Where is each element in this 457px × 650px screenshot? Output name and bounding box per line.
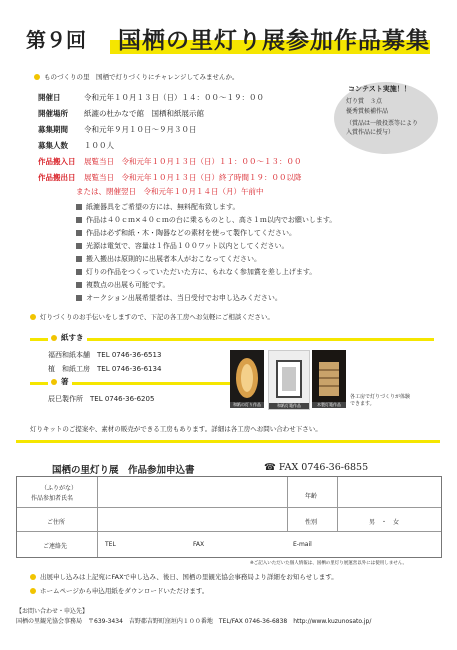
- fax-label: FAX: [193, 541, 205, 548]
- sponsor-intro: 灯りづくりのお手伝いをしますので、下記の各工房へお気軽にご相談ください。: [30, 312, 274, 321]
- info-row-period: [38, 124, 197, 135]
- lantern-icon: [269, 351, 309, 409]
- lamp-photo: [312, 350, 346, 408]
- paper-lamp-icon: [230, 350, 264, 408]
- lamp-photo: [268, 350, 310, 410]
- bullet-icon: [51, 379, 57, 385]
- address-label: ご住所: [47, 519, 66, 526]
- info-label: 作品搬入日: [38, 157, 76, 166]
- info-row-delivery: [38, 156, 302, 167]
- address-field[interactable]: [103, 511, 283, 527]
- divider: [97, 477, 98, 557]
- photo-caption: 木製灯篭作品: [312, 402, 346, 408]
- info-label: 募集人数: [38, 141, 68, 150]
- sex-options[interactable]: 男 ・ 女: [369, 519, 400, 526]
- contest-line: 優秀賞候補作品: [346, 108, 389, 115]
- info-label: 作品搬出日: [38, 173, 76, 182]
- info-row-pickup-alt: または、閉催翌日 令和元年１０月１４日（月）午前中: [76, 187, 264, 196]
- sponsor-paper-1: 福西和紙本舗 TEL 0746-36-6513: [48, 351, 162, 359]
- sex-label: 性別: [305, 519, 318, 526]
- info-value: 紙漉の杜かなで館 国栖和紙展示館: [84, 109, 204, 118]
- photo-note: 各工房で灯りづくりが体験できます。: [350, 394, 411, 407]
- wood-lantern-icon: [312, 350, 346, 408]
- age-label: 年齢: [305, 493, 318, 500]
- bullet-icon: [34, 74, 40, 80]
- note-item: 光源は電気で、容量は１作品１００ワット以内としてください。: [76, 241, 289, 251]
- bottom-note: 出展申し込みは上記宛にFAXで申し込み、後日、国栖の里観光協会事務局より詳細をお知らせします。: [30, 572, 338, 581]
- info-value: 展覧当日 令和元年１０月１３日（日）終了時間１９：００以降: [84, 173, 302, 182]
- info-value: １００人: [84, 141, 114, 150]
- form-title: 国栖の里灯り展 作品参加申込書: [52, 465, 195, 476]
- contest-line: 灯り賞 ３点: [346, 98, 383, 105]
- age-field[interactable]: [343, 485, 435, 503]
- info-row-pickup: [38, 172, 302, 183]
- footer-contact: 国栖の里観光協会事務局 〒639-3434 吉野郡吉野町窪垣内１００番地 TEL/FAX 0746-36-6838 http://www.kuzunosato.jp/: [16, 618, 372, 625]
- divider: [17, 507, 441, 508]
- bullet-icon: [76, 217, 82, 223]
- bottom-note: ホームページから申込用紙をダウンロードいただけます。: [30, 586, 208, 595]
- info-row-date: [38, 92, 264, 103]
- bullet-icon: [30, 574, 36, 580]
- tel-label: TEL: [105, 541, 116, 548]
- note-item: 作品は４０ｃｍ×４０ｃｍの台に乗るものとし、高さ１ｍ以内でお願いします。: [76, 215, 336, 225]
- form-fax: ☎ FAX 0746-36-6855: [264, 462, 369, 473]
- note-item: 搬入搬出は原則的に出展者本人がおこなってください。: [76, 254, 261, 264]
- contact-label: ご連絡先: [43, 543, 68, 550]
- divider: [337, 477, 338, 531]
- bullet-icon: [76, 256, 82, 262]
- kana-label: （ふりがな）: [41, 485, 78, 492]
- note-item: 紙漉器具をご希望の方には、無料配布致します。: [76, 202, 239, 212]
- divider: [30, 338, 434, 341]
- info-value: 展覧当日 令和元年１０月１３日（日）１１：００～１３：００: [84, 157, 302, 166]
- info-row-count: [38, 140, 114, 151]
- name-field[interactable]: [103, 485, 283, 503]
- bullet-icon: [76, 295, 82, 301]
- name-label: 作品参加者氏名: [31, 495, 74, 502]
- info-label: 開催日: [38, 93, 61, 102]
- info-value: 令和元年１０月１３日（日）１４：００～１９：００: [84, 93, 264, 102]
- photo-caption: 和紙灯篭作品: [269, 403, 309, 409]
- intro-text: ものづくりの里 国栖で灯りづくりにチャレンジしてみませんか。: [34, 72, 238, 81]
- divider: [287, 477, 288, 531]
- note-item: 作品は必ず和紙・木・陶器などの素材を使って製作してください。: [76, 228, 296, 238]
- info-label: 募集期間: [38, 125, 68, 134]
- email-label: E-mail: [293, 541, 312, 548]
- phone-icon: ☎: [264, 462, 276, 473]
- info-value: 令和元年９月１０日～９月３０日: [84, 125, 197, 134]
- note-item: 複数点の出展も可能です。: [76, 280, 169, 290]
- kit-note: 灯りキットのご提案や、素材の販売ができる工房もあります。詳細は各工房へお問い合わせ下さい。: [30, 425, 322, 433]
- info-row-venue: [38, 108, 204, 119]
- divider: [17, 531, 441, 532]
- bullet-icon: [76, 282, 82, 288]
- note-item: 灯りの作品をつくっていただいた方に、もれなく参加賞を差し上げます。: [76, 267, 316, 277]
- divider: [16, 440, 440, 443]
- sponsor-section: [30, 330, 434, 406]
- bullet-icon: [51, 335, 57, 341]
- contest-line: （賞品は一般投票等により: [346, 120, 419, 127]
- photo-caption: 和紙の灯り作品: [230, 402, 264, 408]
- sponsor-wood-1: 辰巳製作所 TEL 0746-36-6205: [48, 395, 155, 403]
- bullet-icon: [30, 314, 36, 320]
- application-form: [16, 476, 442, 558]
- edition-number: 第９回: [26, 28, 86, 52]
- note-item: オークション出展希望者は、当日受付でお申し込みください。: [76, 293, 282, 303]
- wood-heading: 箸: [48, 376, 72, 387]
- page-header: [18, 18, 428, 58]
- contest-title: コンテスト実施！！: [348, 85, 411, 93]
- bullet-icon: [76, 243, 82, 249]
- sponsor-paper-2: 植 和紙工房 TEL 0746-36-6134: [48, 365, 162, 373]
- bullet-icon: [30, 588, 36, 594]
- bullet-icon: [76, 230, 82, 236]
- paper-heading: 紙すき: [48, 332, 87, 343]
- bullet-icon: [76, 204, 82, 210]
- info-label: 開催場所: [38, 109, 68, 118]
- bullet-icon: [76, 269, 82, 275]
- form-footnote: ※ご記入いただいた個人情報は、国栖の里灯り展運営以外には使用しません。: [250, 561, 408, 566]
- footer-heading: 【お問い合わせ・申込先】: [16, 608, 89, 615]
- contest-line: 入賞作品に授与）: [346, 129, 395, 136]
- page-title: 国栖の里灯り展参加作品募集: [118, 27, 430, 54]
- lamp-photo: [230, 350, 264, 408]
